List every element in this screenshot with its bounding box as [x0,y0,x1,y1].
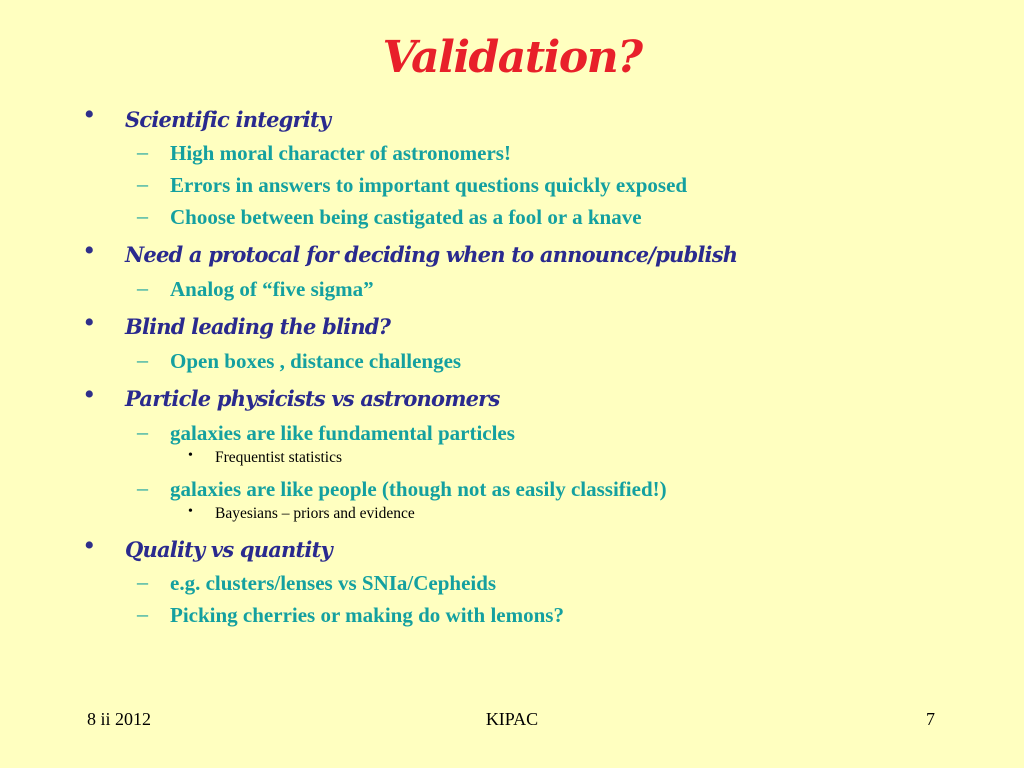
bullet-marker: • [84,306,95,339]
sub-item: Open boxes , distance challenges [170,349,462,373]
footer-center-label: KIPAC [485,709,539,729]
dash-marker: – [137,139,148,164]
sub-item: e.g. clusters/lenses vs SNIa/Cepheids [170,571,497,595]
dash-marker: – [137,203,148,228]
bullet-item-particle-physicists: Particle physicists vs astronomers [125,386,500,411]
sub-item: galaxies are like fundamental particles [170,421,515,445]
dash-marker: – [137,601,148,626]
slide-number: 7 [926,709,935,729]
sub-bullet-marker: • [188,504,193,519]
bullet-item-scientific-integrity: Scientific integrity [125,107,331,132]
sub-sub-item: Frequentist statistics [215,449,343,466]
slide-title: Validation? [382,32,642,83]
dash-marker: – [137,569,148,594]
dash-marker: – [137,347,148,372]
sub-item: galaxies are like people (though not as easily classified!) [170,477,667,501]
sub-item: Analog of “five sigma” [170,277,374,301]
bullet-item-quality-vs-quantity: Quality vs quantity [125,537,332,562]
sub-item: Picking cherries or making do with lemons? [170,603,564,627]
sub-item: High moral character of astronomers! [170,141,511,165]
dash-marker: – [137,275,148,300]
dash-marker: – [137,419,148,444]
sub-sub-item: Bayesians – priors and evidence [215,505,415,522]
bullet-marker: • [84,98,95,131]
bullet-item-blind-leading: Blind leading the blind? [125,314,391,339]
dash-marker: – [137,475,148,500]
bullet-item-protocol: Need a protocal for deciding when to announce/publish [125,242,738,267]
sub-item: Errors in answers to important questions quickly exposed [170,173,688,197]
dash-marker: – [137,171,148,196]
sub-item: Choose between being castigated as a fool or a knave [170,205,642,229]
bullet-marker: • [84,378,95,411]
bullet-marker: • [84,529,95,562]
bullet-marker: • [84,234,95,267]
footer-date: 8 ii 2012 [87,709,152,729]
sub-bullet-marker: • [188,448,193,463]
